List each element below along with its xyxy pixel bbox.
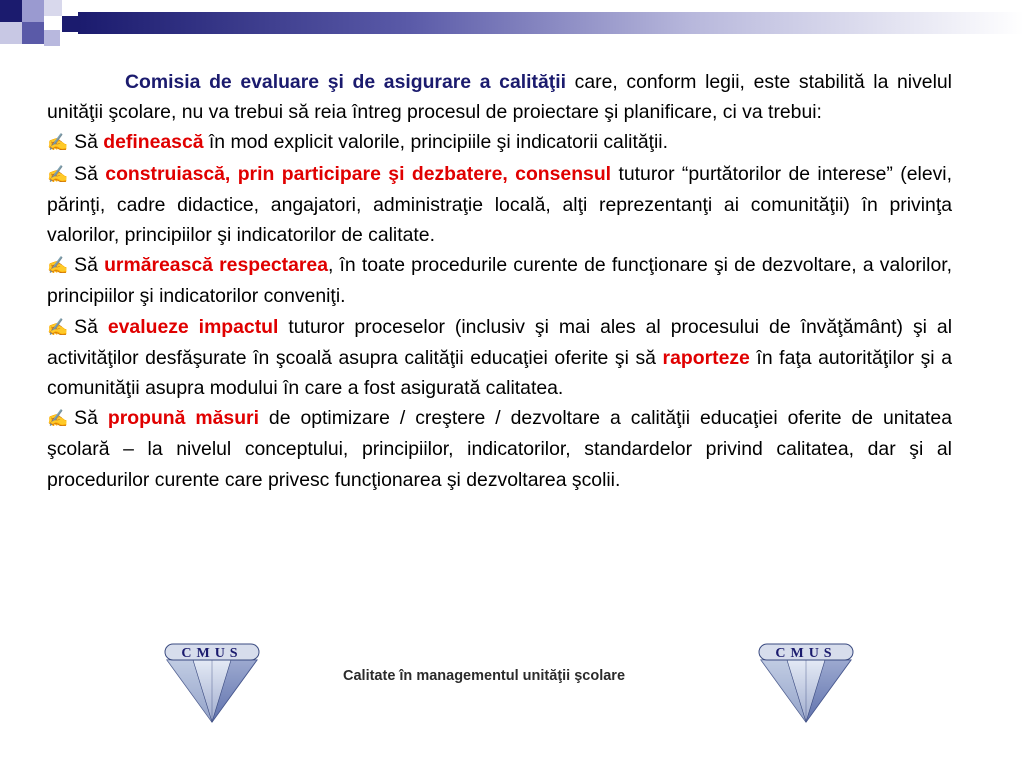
cmus-logo [757,640,855,724]
bullet-item [47,312,952,404]
decor-square [0,22,22,44]
bullet-text: Să [74,407,108,430]
bullet-text: Să [74,254,105,277]
slide-body [47,67,952,495]
bullet-text: de optimizare / creştere / dezvoltare a calităţii educaţiei oferite de unitatea şcolară – la nivelul conceptului, principiilor, indicatorilor, standardelor privind calitatea, dar şi al procedurilor curente care privesc funcţionarea şi dezvoltarea şcolii. [47,407,952,491]
bullet-text: , în toate procedurile curente de funcţionare şi de dezvoltare, a valorilor, principiilor şi indicatorilor conveniţi. [47,254,953,308]
bullet-item [47,127,952,158]
writing-hand-icon: ✍ [47,164,69,184]
bullet-text: Să [74,131,104,154]
bullet-highlight: propună măsuri [107,407,259,430]
decor-square [44,0,62,16]
bullet-text: Să [74,315,108,338]
logo-text: CMUS [181,646,243,661]
bullet-highlight: construiască, prin participare şi dezbatere, consensul [105,162,612,185]
writing-hand-icon: ✍ [47,317,69,337]
bullet-highlight: raporteze [662,346,750,369]
writing-hand-icon: ✍ [47,133,69,153]
bullet-text: în mod explicit valorile, principiile şi indicatorii calităţii. [203,131,669,154]
bullet-highlight: urmărească respectarea [104,254,328,277]
intro-text: care, conform legii, este stabilită la nivelul unităţii şcolare, nu va trebui să reia întreg procesul de proiectare şi planificare, ci va trebui: [47,71,952,124]
bullet-highlight: definească [103,131,204,154]
bullet-item [47,250,952,311]
writing-hand-icon: ✍ [47,256,69,276]
bullet-text: tuturor proceselor (inclusiv şi mai ales al procesului de învăţământ) şi al activităţilor desfăşurate în şcoală asupra calităţii educaţiei oferite şi să [47,315,953,369]
footer-caption: Calitate în managementul unităţii şcolare [343,668,626,684]
decor-square [62,16,78,32]
writing-hand-icon: ✍ [47,409,69,429]
decor-square [22,22,44,44]
header-gradient-bar [78,12,1024,34]
intro-paragraph [47,67,952,127]
decor-square [0,0,22,22]
bullet-item [47,403,952,495]
decor-square [22,0,44,22]
logo-text: CMUS [775,646,837,661]
bullet-text: tuturor “purtătorilor de interese” (elevi, părinţi, cadre didactice, angajatori, administraţie locală, alţi reprezentanţi ai comunităţii) în privinţa valorilor, principiilor şi indicatorilor de calitate. [47,162,952,247]
decor-square [44,30,60,46]
intro-heading: Comisia de evaluare şi de asigurare a calităţii [125,71,566,93]
bullet-text: în faţa autorităţilor şi a comunităţii asupra modului în care a fost asigurată calitatea. [47,346,952,400]
bullet-highlight: evalueze impactul [107,315,279,338]
bullet-text: Să [74,162,106,185]
bullet-item [47,159,952,251]
cmus-logo [163,640,261,724]
